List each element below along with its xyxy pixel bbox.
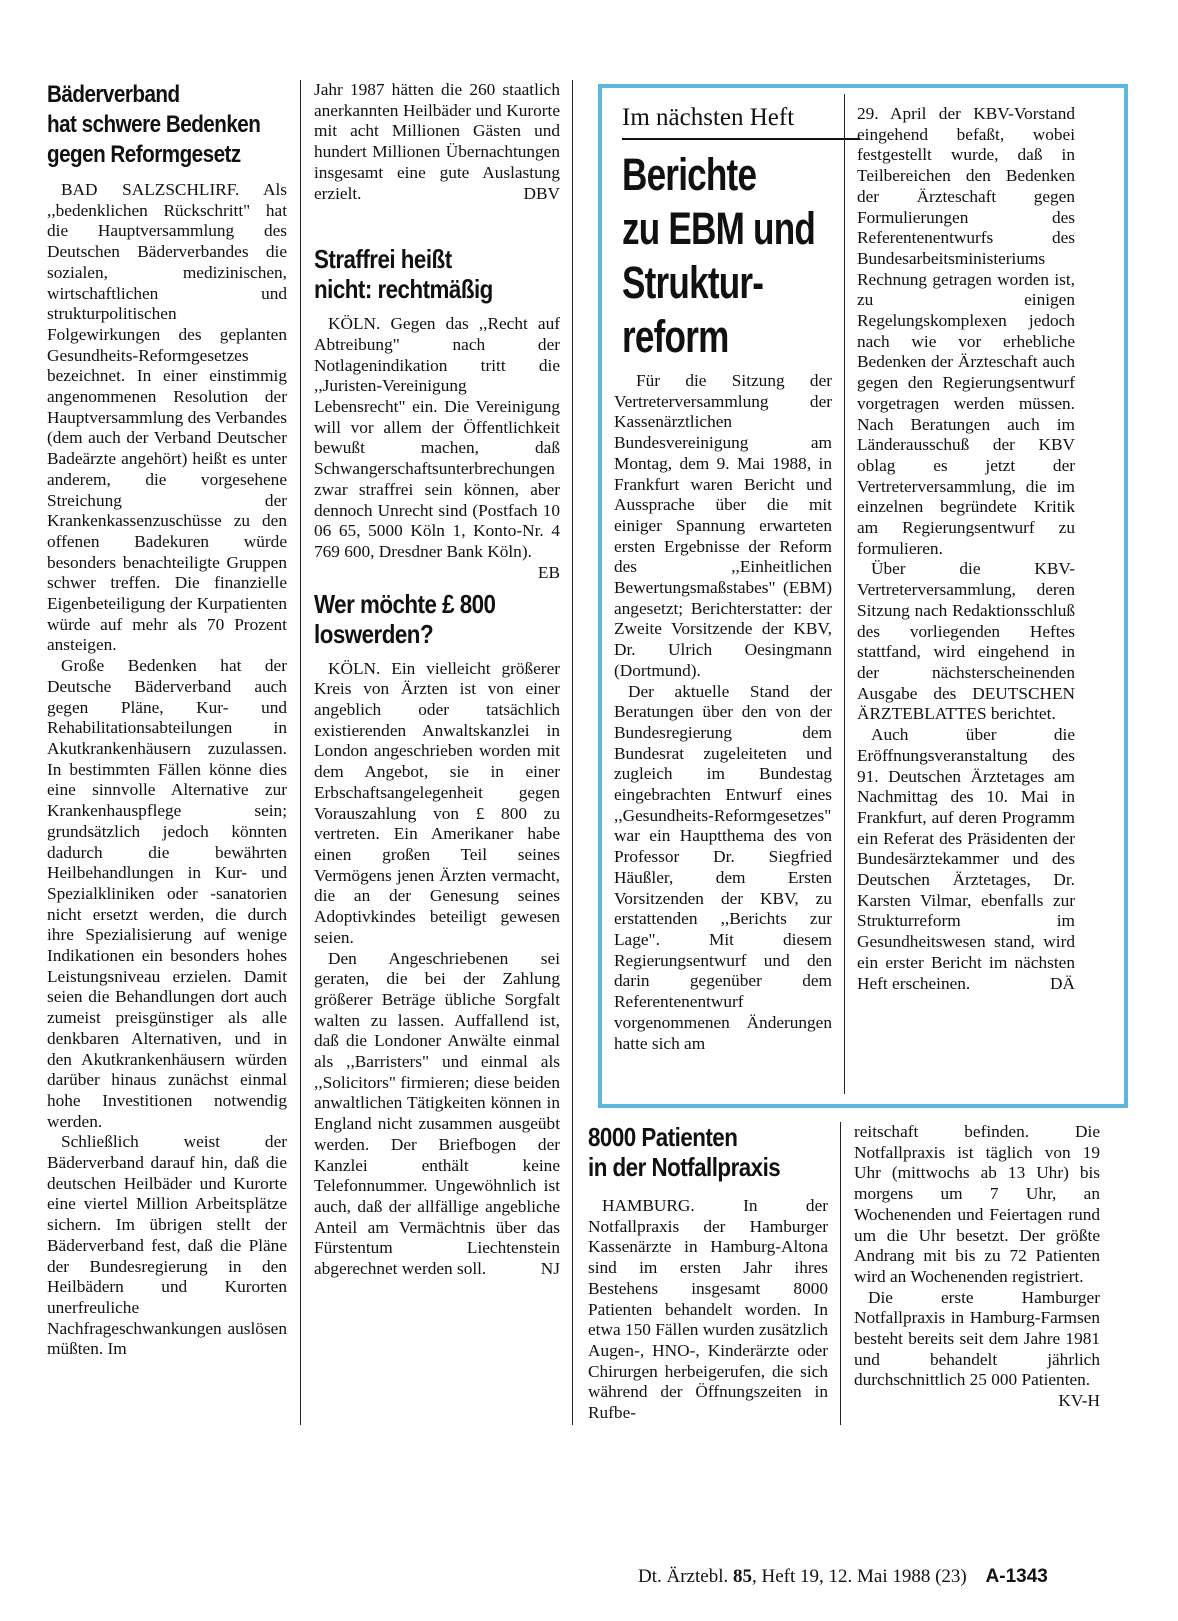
paragraph: Auch über die Eröffnungsveranstaltung des 91. Deutschen Ärztetages am Nachmittag des 10. Mai in Frankfurt, auf deren Programm ein Referat des Präsidenten der Bundesärztekammer und des Deutschen Ärztetages, Dr. Karsten Vilmar, ebenfalls zur Strukturreform im Gesundheitswesen stand, wird ein erster Bericht im nächsten Heft erscheinen. DÄ bbox=[857, 725, 1075, 993]
paragraph: Jahr 1987 hätten die 260 staatlich anerkannten Heilbäder und Kurorte mit acht Millionen Gästen und hundert Millionen Übernachtungen insgesamt eine gute Auslastung erzielt. DBV bbox=[314, 80, 560, 203]
volume: 85 bbox=[732, 1566, 752, 1587]
paragraph: Den Angeschriebenen sei geraten, die bei der Zahlung größerer Beträge übliche Sorgfalt walten zu lassen. Auffallend ist, daß die Londoner Anwälte einmal als ,,Barristers" und einmal als ,,Solicitors" firmieren; diese beiden anwaltlichen Tätigkeiten können in England nicht zusammen ausgeübt werden. Der Briefbogen der Kanzlei enthält keine Telefonnummer. Ungewöhnlich ist auch, daß der allfällige angebliche Anteil am Vermächtnis über das Fürstentum Liechtenstein abgerechnet werden soll. NJ bbox=[314, 948, 560, 1279]
headline-wer-moechte: Wer möchte £ 800 loswerden? bbox=[314, 588, 496, 649]
paragraph: Schließlich weist der Bäderverband darauf hin, daß die deutschen Heilbäder und Kurorte eine viertel Million Arbeitsplätze sichern. Im übrigen stellt der Bäderverband fest, daß die Pläne der Bundesregierung in den Heilbädern und Kurorten unerfreuliche Nachfrageschwankungen auslösen müßten. Im bbox=[47, 1132, 287, 1359]
paragraph: Für die Sitzung der Vertreterversammlung der Kassenärztlichen Bundesvereinigung am Montag, dem 9. Mai 1988, in Frankfurt waren Bericht und Aussprache über die mit einiger Spannung erwarteten ersten Ergebnisse der Reform des ,,Einheitlichen Bewertungsmaßstabes" (EBM) angesetzt; Berichterstatter: der Zweite Vorsitzende der KBV, Dr. Ulrich Oesingmann (Dortmund). bbox=[614, 371, 832, 680]
signature: NJ bbox=[540, 1259, 560, 1279]
paragraph: KÖLN. Gegen das ,,Recht auf Abtreibung" nach der Notlagenindikation tritt die ,,Juristen-Vereinigung Lebensrecht" ein. Die Vereinigung will vor allem der Öffentlichkeit bewußt machen, daß Schwangerschaftsunterbrechungen zwar straffrei sein können, aber dennoch Unrecht sind (Postfach 10 06 65, 5000 Köln 1, Konto-Nr. 4 769 600, Dresdner Bank Köln). EB bbox=[314, 314, 560, 582]
journal-name: Dt. Ärztebl. bbox=[638, 1566, 729, 1587]
signature: EB bbox=[537, 562, 560, 582]
headline-straffrei: Straffrei heißt nicht: rechtmäßig bbox=[314, 244, 493, 305]
column-rule bbox=[840, 1122, 841, 1425]
signature: DBV bbox=[523, 183, 560, 203]
headline-baederverband: Bäderverband hat schwere Bedenken gegen Reformgesetz bbox=[47, 81, 261, 168]
column-two bbox=[314, 80, 560, 1280]
box-left-column bbox=[614, 371, 832, 1054]
paragraph: Die erste Hamburger Notfallpraxis in Hamburg-Farmsen besteht bereits seit dem Jahre 1981 und behandelt jährlich durchschnittlich 25 000 Patienten. KV-H bbox=[854, 1287, 1100, 1411]
column-rule bbox=[572, 80, 573, 1425]
issue-info: , Heft 19, 12. Mai 1988 (23) bbox=[751, 1566, 967, 1587]
paragraph: Große Bedenken hat der Deutsche Bäderverband auch gegen Pläne, Kur- und Rehabilitationsabteilungen in Akutkrankenhäusern zuzulassen. In bestimmten Fällen könne dies eine sinnvolle Alternative zur Krankenhauspflege sein; grundsätzlich jedoch könnten dadurch die bewährten Heilbehandlungen in Kur- und Spezialkliniken oder -sanatorien nicht ersetzt werden, die durch ihre Spezialisierung auf wenige Indikationen ein besonders hohes Leistungsniveau erzielen. Damit seien die Behandlungen dort auch zumeist preisgünstiger als alle denkbaren Alternativen, und in den Akutkrankenhäusern würden darüber hinaus zunächst einmal hohe Investitionen notwendig werden. bbox=[47, 656, 287, 1131]
preview-box bbox=[598, 84, 1128, 1108]
paragraph: Der aktuelle Stand der Beratungen über den von der Bundesregierung dem Bundesrat zugeleiteten und zugleich im Bundestag eingebrachten Entwurf eines ,,Gesundheits-Reformgesetzes" war ein Hauptthema des von Professor Dr. Siegfried Häußler, dem Ersten Vorsitzenden der KBV, zu erstattenden ,,Berichts zur Lage". Mit diesem Regierungsentwurf und den darin gegenüber dem Referentenentwurf vorgenommenen Änderungen hatte sich am bbox=[614, 681, 832, 1053]
headline-notfallpraxis: 8000 Patienten in der Notfallpraxis bbox=[588, 1122, 781, 1182]
signature: KV-H bbox=[1058, 1391, 1100, 1411]
paragraph: Über die KBV-Vertreterversammlung, deren Sitzung nach Redaktionsschluß des vorliegenden Heftes stattfand, wird eingehend in der nächsterscheinenden Ausgabe des DEUTSCHEN ÄRZTEBLATTES berichtet. bbox=[857, 559, 1075, 724]
column-rule bbox=[844, 94, 845, 1094]
article-notfallpraxis-continued bbox=[854, 1122, 1100, 1412]
kicker: Im nächsten Heft bbox=[622, 102, 860, 140]
box-right-column bbox=[857, 104, 1075, 994]
column-rule bbox=[300, 80, 301, 1425]
article-notfallpraxis bbox=[588, 1122, 828, 1424]
page-footer bbox=[638, 1566, 1048, 1588]
paragraph: reitschaft befinden. Die Notfallpraxis ist täglich von 19 Uhr (mittwochs ab 13 Uhr) bis morgens um 7 Uhr, an Wochenenden und Feiertagen rund um die Uhr besetzt. Der größte Andrang mit bis zu 72 Patienten wird an Wochenenden registriert. bbox=[854, 1122, 1100, 1286]
paragraph: BAD SALZSCHLIRF. Als ,,bedenklichen Rückschritt" hat die Hauptversammlung des Deutschen Bäderverbandes die sozialen, medizinischen, wirtschaftlichen und strukturpolitischen Folgewirkungen des geplanten Gesundheits-Reformgesetzes bezeichnet. In einer einstimmig angenommenen Resolution der Hauptversammlung des Verbandes (dem auch der Verband Deutscher Badeärzte angehört) heißt es unter anderem, die vorgesehene Streichung der Krankenkassenzuschüsse zu den offenen Badekuren würde besonders benachteiligte Gruppen schwer treffen. Die finanzielle Eigenbeteiligung der Kurpatienten würde auf mehr als 70 Prozent ansteigen. bbox=[47, 180, 287, 655]
paragraph: 29. April der KBV-Vorstand eingehend befaßt, wobei festgestellt wurde, daß in Teilbereichen den Bedenken der Ärzteschaft gegen Formulierungen des Referentenentwurfs des Bundesarbeitsministeriums Rechnung getragen worden ist, zu einigen Regelungskomplexen jedoch nach wie vor erhebliche Bedenken der Ärzteschaft auch gegen den Regierungsentwurf vorgetragen werden müssen. Nach Beratungen auch im Länderausschuß der KBV oblag es jetzt der Vertreterversammlung, die im einzelnen begründete Kritik am Regierungsentwurf zu formulieren. bbox=[857, 104, 1075, 558]
paragraph: KÖLN. Ein vielleicht größerer Kreis von Ärzten ist von einer angeblich oder tatsächlich existierenden Anwaltskanzlei in London angeschrieben worden mit dem Angebot, sie in einer Erbschaftsangelegenheit gegen Vorauszahlung von £ 800 zu vertreten. Ein Amerikaner habe einen großen Teil seines Vermögens jenen Ärzten vermacht, die an der Genesung seines Adoptivkindes beteiligt gewesen seien. bbox=[314, 658, 560, 947]
page-number: A-1343 bbox=[985, 1566, 1048, 1587]
paragraph: HAMBURG. In der Notfallpraxis der Hamburger Kassenärzte in Hamburg-Altona sind im ersten Jahr ihres Bestehens insgesamt 8000 Patienten behandelt worden. In etwa 150 Fällen wurden zusätzlich Augen-, HNO-, Kinderärzte oder Chirurgen herbeigerufen, die sich während der Öffnungszeiten in Rufbe- bbox=[588, 1196, 828, 1423]
signature: DÄ bbox=[1050, 973, 1075, 993]
box-headline: Berichte zu EBM und Struktur- reform bbox=[622, 149, 816, 362]
article-baederverband bbox=[47, 80, 287, 1360]
